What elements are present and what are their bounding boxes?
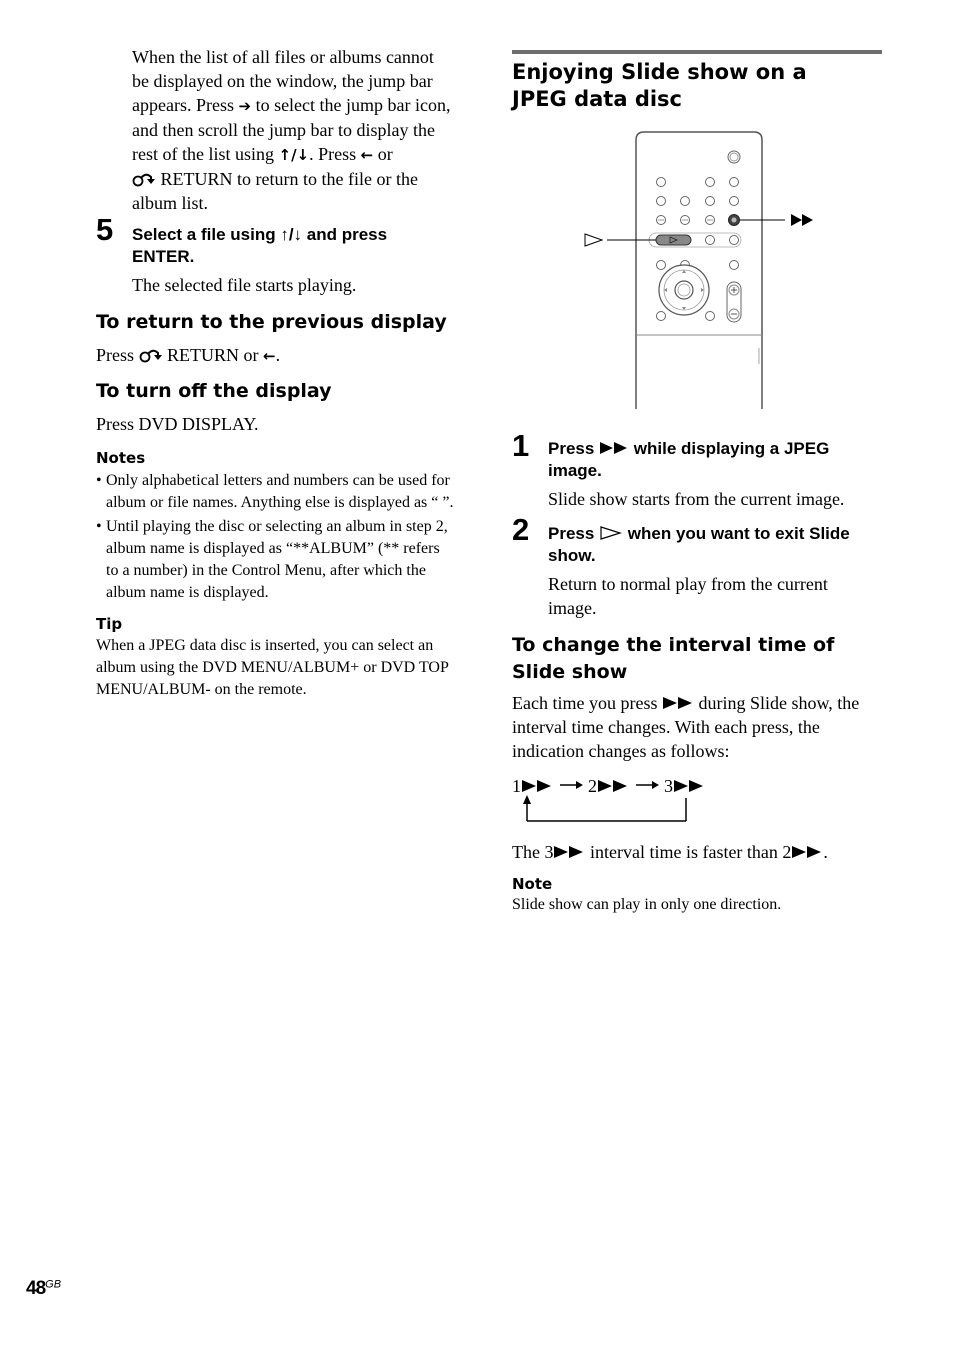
loop-back-arrow — [518, 794, 693, 824]
interval-comparison: The 3 interval time is faster than 2 . — [512, 842, 828, 862]
intro-line: album list. — [132, 193, 208, 213]
step-1-number: 1 — [512, 428, 530, 463]
section-rule — [512, 50, 882, 54]
intro-line: When the list of all files or albums cannot — [132, 47, 434, 67]
intro-line: be displayed on the window, the jump bar — [132, 71, 433, 91]
step-2-text: Return to normal play from the current image. — [548, 574, 828, 618]
up-down-arrows-icon: ↑/↓ — [278, 146, 310, 164]
fast-forward-icon — [673, 779, 705, 793]
remote-control-illustration — [560, 128, 830, 412]
step-1-text: Slide show starts from the current image. — [548, 489, 845, 509]
intro-line: rest of the list using — [132, 144, 279, 164]
note-item: • Until playing the disc or selecting an album in step 2, album name is displayed as “**ALBUM” (** refers to a number) in the Control Menu, after which the album name is displayed. — [96, 518, 448, 601]
return-heading: To return to the previous display — [96, 311, 447, 333]
interval-paragraph: Each time you press during Slide show, the interval time changes. With each press, the indication changes as follows: — [512, 693, 860, 761]
step-5-text: The selected file starts playing. — [132, 275, 357, 295]
fast-forward-icon — [597, 779, 629, 793]
intro-paragraph: When the list of all files or albums cannot be displayed on the window, the jump bar appears. Press ➔ to select the jump bar icon, and then scroll the jump bar to display the rest of the list using ↑/↓. Press ← or RETURN to return to the file or the album list. — [132, 47, 451, 213]
left-arrow-icon: ← — [360, 146, 374, 164]
seq-step-1: 1 — [512, 776, 521, 796]
return-icon — [132, 170, 156, 188]
page-title: Enjoying Slide show on a JPEG data disc — [512, 60, 807, 111]
note-heading: Note — [512, 875, 553, 893]
fast-forward-icon — [791, 845, 823, 859]
step-2-number: 2 — [512, 512, 530, 547]
play-icon — [599, 526, 623, 540]
arrow-right-icon — [558, 779, 584, 791]
return-icon — [139, 346, 163, 364]
seq-step-2: 2 — [588, 776, 597, 796]
arrow-right-icon — [634, 779, 660, 791]
interval-heading: To change the interval time of Slide show — [512, 634, 835, 683]
notes-list — [96, 470, 476, 604]
fast-forward-icon — [521, 779, 553, 793]
left-arrow-icon: ← — [263, 347, 276, 365]
step-2-title: Press when you want to exit Slide show. — [548, 524, 850, 565]
page-number-suffix: GB — [45, 1278, 62, 1291]
notes-heading: Notes — [96, 449, 146, 467]
step-5-number: 5 — [96, 212, 114, 247]
fast-forward-icon — [553, 845, 585, 859]
fast-forward-icon — [599, 441, 629, 455]
return-text: Press RETURN or ←. — [96, 345, 281, 365]
step-5-title: Select a file using ↑/↓ and press ENTER. — [132, 225, 388, 266]
up-down-arrows-icon: ↑/↓ — [280, 225, 303, 244]
note-text: Slide show can play in only one direction. — [512, 896, 782, 913]
intro-line: appears. Press — [132, 95, 239, 115]
seq-step-3: 3 — [664, 776, 673, 796]
fast-forward-icon — [662, 696, 694, 710]
tip-heading: Tip — [96, 615, 123, 633]
step-1-title: Press while displaying a JPEG image. — [548, 439, 830, 480]
display-heading: To turn off the display — [96, 380, 332, 402]
right-arrow-icon: ➔ — [238, 97, 252, 115]
tip-text: When a JPEG data disc is inserted, you can select an album using the DVD MENU/ALBUM+ or DVD TOP MENU/ALBUM- on the remote. — [96, 637, 449, 698]
page-number: $48^{GB}$ — [26, 1278, 62, 1299]
intro-line: and then scroll the jump bar to display the — [132, 120, 435, 140]
note-item: • Only alphabetical letters and numbers can be used for album or file names. Anything else is displayed as “ ”. — [96, 472, 454, 511]
display-text: Press DVD DISPLAY. — [96, 414, 259, 434]
